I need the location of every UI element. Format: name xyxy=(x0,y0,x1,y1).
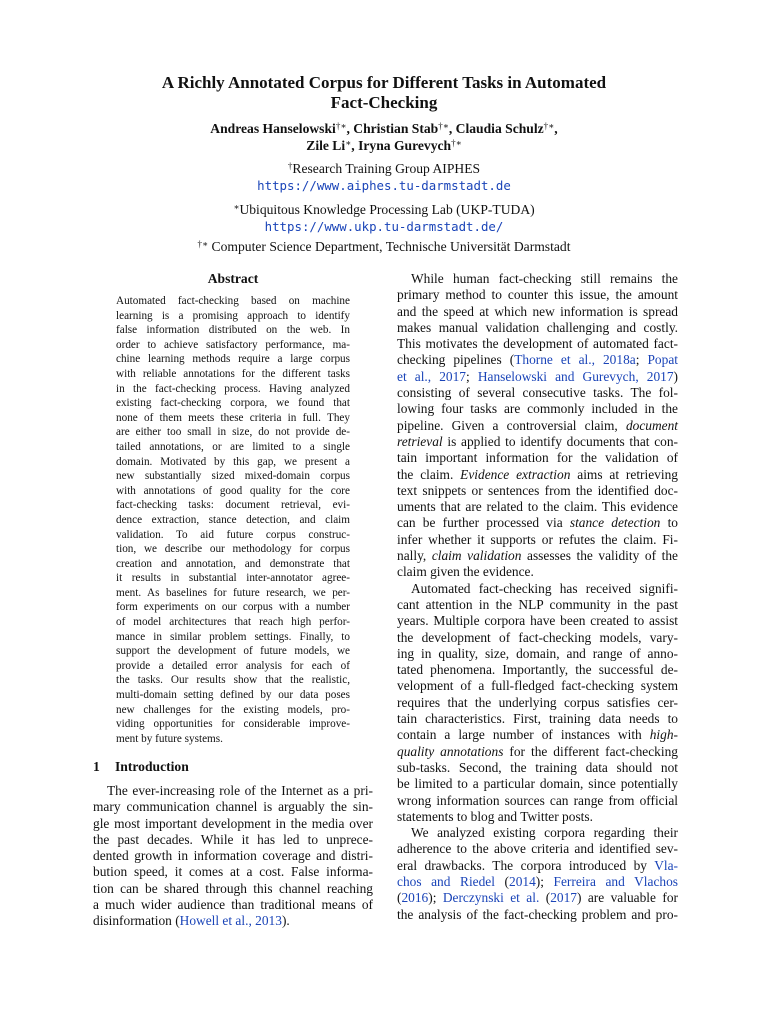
text-line: Automated fact-checking has received signifi- xyxy=(411,580,678,596)
text-fragment: aims at retrieving xyxy=(570,466,678,482)
affiliation-url[interactable]: https://www.aiphes.tu-darmstadt.de xyxy=(257,178,511,193)
text-line: While human fact-checking still remains the xyxy=(411,271,678,286)
text-line: requires that the underlying corpus satisfies cer- xyxy=(397,694,678,710)
affiliation-aiphes xyxy=(100,160,668,195)
text-fragment: ; xyxy=(635,352,648,368)
text-line: the analysis of the fact-checking problem and pro- xyxy=(397,906,678,922)
abstract-line: new substantially sized mixed-domain corpus xyxy=(116,470,350,483)
abstract-line: mance in similar problem settings. Finally, to xyxy=(116,630,350,643)
text-line xyxy=(397,874,678,890)
text-line: primary method to counter this issue, the amount xyxy=(397,287,678,303)
text-line: cant attention in the NLP community in the past xyxy=(397,596,678,612)
text-line: lowing four tasks are commonly included in the xyxy=(397,401,678,417)
affiliation-tu-darmstadt xyxy=(100,238,668,255)
text-fragment: can be further processed via xyxy=(397,515,570,531)
emphasis: claim validation xyxy=(431,548,522,564)
text-fragment: the claim. xyxy=(397,466,461,482)
text-line: the past decades. While it has led to unprece- xyxy=(93,831,373,847)
affiliation-name: Ubiquitous Knowledge Processing Lab (UKP-TUDA) xyxy=(239,202,535,217)
text-line: tain important information for the validation of xyxy=(397,450,678,466)
citation-link[interactable]: Ferreira and Vlachos xyxy=(553,873,679,889)
citation-link[interactable]: et al., 2017 xyxy=(397,368,466,384)
text-fragment: checking pipelines ( xyxy=(397,352,515,368)
affiliation-name: Research Training Group AIPHES xyxy=(292,161,481,176)
author-name: Zile Li xyxy=(306,138,346,153)
text-line: The ever-increasing role of the Internet as a pri- xyxy=(107,783,373,798)
affiliation-name: Computer Science Department, Technische Universität Darmstadt xyxy=(211,239,571,254)
text-fragment: ( xyxy=(397,890,402,906)
abstract-line: tion, we describe our methodology for corpus xyxy=(116,543,350,556)
abstract-line: multi-domain setting defined by our data poses xyxy=(116,689,350,702)
text-line xyxy=(397,515,678,531)
abstract-line: Automated fact-checking based on machine xyxy=(116,295,350,307)
introduction-left-paragraph xyxy=(93,783,373,930)
section-heading-introduction xyxy=(93,758,189,775)
paragraph-corpora-requirements xyxy=(397,581,678,825)
text-line: makes manual validation challenging and costly. xyxy=(397,319,678,335)
text-line xyxy=(93,913,373,929)
text-line: mary communication channel is arguably the sin- xyxy=(93,799,373,815)
paragraph-existing-corpora xyxy=(397,825,678,923)
abstract-line: validation. To aid future corpus construc- xyxy=(116,528,350,541)
abstract-line: new challenges for the existing models, pro- xyxy=(116,703,350,716)
text-line: This motivates the development of automated fact- xyxy=(397,336,678,352)
text-line xyxy=(397,369,678,385)
text-line: tion can be shared through this channel reaching xyxy=(93,880,373,896)
text-line: years. Multiple corpora have been created to assist xyxy=(397,613,678,629)
abstract-line: none of them meets these criteria in full. They xyxy=(116,411,350,424)
emphasis: quality annotations xyxy=(397,743,504,759)
section-title: Introduction xyxy=(115,759,189,774)
text-fragment: eral drawbacks. The corpora introduced by xyxy=(397,857,655,873)
author-line: Zile Li∗, Iryna Gurevych†∗ xyxy=(306,138,462,153)
author-line: Andreas Hanselowski†∗, Christian Stab†∗, Claudia Schulz†∗, xyxy=(210,121,558,136)
text-line: velopment of a full-fledged fact-checking system xyxy=(397,678,678,694)
text-fragment: ); xyxy=(535,873,554,889)
abstract-line: viding opportunities for considerable improve- xyxy=(116,718,350,731)
text-line: wrong information sources can range from official xyxy=(397,792,678,808)
author-name: Iryna Gurevych xyxy=(358,138,452,153)
abstract-line: learning is a promising approach to identify xyxy=(116,309,350,322)
text-fragment: for the different fact-checking xyxy=(503,743,678,759)
author-affiliation-mark: ∗ xyxy=(345,138,352,148)
text-line: gle most important development in the media over xyxy=(93,815,373,831)
abstract-line: it results in substantial inter-annotator agree- xyxy=(116,572,350,585)
emphasis: high- xyxy=(649,727,678,743)
abstract-line: form experiments on our corpus with a number xyxy=(116,601,350,614)
text-line: tain characteristics. First, training data needs to xyxy=(397,711,678,727)
text-fragment: disinformation ( xyxy=(93,913,180,929)
text-line: bution speed, it comes at a cost. False informa- xyxy=(93,864,373,880)
text-line xyxy=(397,727,678,743)
text-line: We analyzed existing corpora regarding their xyxy=(411,825,678,841)
abstract-line: provide a detailed error analysis for each of xyxy=(116,659,350,672)
abstract-body xyxy=(116,294,350,746)
abstract-line: fact-checking tasks: document retrieval, evi- xyxy=(116,499,350,512)
abstract-line: support the development of future models, we xyxy=(116,645,350,658)
text-fragment: ( xyxy=(539,890,551,906)
emphasis: retrieval xyxy=(397,433,443,449)
text-fragment: to xyxy=(660,515,678,531)
text-line xyxy=(397,858,678,874)
text-line: statements to blog and Twitter posts. xyxy=(397,808,593,824)
text-fragment: pipeline. Given a controversial claim, xyxy=(397,417,626,433)
text-fragment: assesses the validity of the xyxy=(521,548,678,564)
abstract-heading: Abstract xyxy=(207,271,259,286)
abstract-line: the tasks. Our results show that the realistic, xyxy=(116,674,350,687)
affiliation-mark: † xyxy=(287,161,293,171)
text-line xyxy=(397,467,678,483)
text-fragment: ; xyxy=(466,368,478,384)
abstract-line: chine learning methods require a large corpus xyxy=(116,353,350,366)
abstract-line: of model architectures that reach high perfor- xyxy=(116,616,350,629)
affiliation-ukp xyxy=(100,201,668,236)
citation-link[interactable]: Popat xyxy=(647,352,678,368)
text-line: consisting of several consecutive tasks. The fol- xyxy=(397,385,678,401)
text-line: infer whether it supports or refutes the claim. Fi- xyxy=(397,531,678,547)
abstract-line: creation and annotation, and demonstrate that xyxy=(116,557,350,570)
section-number: 1 xyxy=(93,759,100,774)
emphasis: Evidence extraction xyxy=(460,466,571,482)
text-fragment: ( xyxy=(494,873,509,889)
paragraph-human-fact-checking xyxy=(397,271,678,581)
citation-link[interactable]: Thorne et al., 2018a xyxy=(514,352,636,368)
text-line xyxy=(397,548,678,564)
text-fragment: ) are valuable for xyxy=(576,890,678,906)
text-line: dented growth in information coverage and distri- xyxy=(93,848,373,864)
citation-link[interactable]: 2017 xyxy=(550,890,577,906)
paper-title xyxy=(100,73,668,113)
author-affiliation-mark: †∗ xyxy=(451,138,462,148)
author-list xyxy=(100,120,668,154)
abstract-line: existing fact-checking corpora, we found that xyxy=(116,397,350,410)
text-line xyxy=(397,418,678,434)
text-line: and the speed at which new information is spread xyxy=(397,303,678,319)
introduction-right-column xyxy=(397,271,678,923)
emphasis: document xyxy=(625,417,678,433)
text-fragment: contain a large number of instances with xyxy=(397,727,650,743)
author-name: Andreas Hanselowski xyxy=(210,121,336,136)
abstract-line: ment. As baselines for future research, we per- xyxy=(116,586,350,599)
affiliation-mark: †∗ xyxy=(197,239,209,249)
abstract-line: with annotations of good quality for the core xyxy=(116,484,350,497)
citation-link[interactable]: chos and Riedel xyxy=(397,873,495,889)
text-fragment: ); xyxy=(428,890,443,906)
text-line: the development of fact-checking models, vary- xyxy=(397,629,678,645)
abstract-line: tailed annotations, or are limited to a single xyxy=(116,440,350,453)
author-name: Claudia Schulz xyxy=(455,121,544,136)
author-name: Christian Stab xyxy=(353,121,439,136)
affiliation-mark: ∗ xyxy=(233,202,240,212)
text-line: claim given the evidence. xyxy=(397,564,534,580)
text-line: sub-tasks. Second, the training data should not xyxy=(397,759,678,775)
citation-link[interactable]: Hanselowski and Gurevych, 2017 xyxy=(477,368,674,384)
abstract-line: ment by future systems. xyxy=(116,732,223,745)
citation-link[interactable]: Vla- xyxy=(654,857,678,873)
text-fragment: ) xyxy=(673,368,679,384)
abstract-line: in the fact-checking process. Having analyzed xyxy=(116,382,350,395)
text-fragment: is applied to identify documents that con- xyxy=(442,433,678,449)
abstract-line: dence extraction, stance detection, and claim xyxy=(116,513,350,526)
abstract-line: with reliable annotations for the different tasks xyxy=(116,367,350,380)
text-line: tated phenomena. Importantly, the successful de- xyxy=(397,662,678,678)
text-line: text snippets or sentences from the identified doc- xyxy=(397,482,678,498)
citation-link[interactable]: Derczynski et al. xyxy=(442,890,540,906)
citation-link[interactable]: Howell et al., 2013 xyxy=(179,913,282,929)
affiliation-url[interactable]: https://www.ukp.tu-darmstadt.de/ xyxy=(264,219,504,234)
text-line: a much wider audience than traditional means of xyxy=(93,897,373,913)
author-affiliation-mark: †∗ xyxy=(438,121,449,131)
text-line xyxy=(397,434,678,450)
abstract-line: domain. Motivated by this gap, we present a xyxy=(116,455,350,468)
citation-link[interactable]: 2014 xyxy=(509,873,536,889)
title-line: Fact-Checking xyxy=(330,93,438,112)
text-line: uments that are related to the claim. This evidence xyxy=(397,499,678,515)
abstract-line: false information distributed on the web. In xyxy=(116,324,350,337)
text-line: adherence to the above criteria and identified sev- xyxy=(397,841,678,857)
abstract-line: order to achieve satisfactory performance, ma- xyxy=(116,338,350,351)
text-line: ing in quality, size, domain, and range of anno- xyxy=(397,645,678,661)
author-affiliation-mark: †∗ xyxy=(335,121,347,131)
emphasis: stance detection xyxy=(569,515,661,531)
abstract-line: are either too small in size, do not provide de- xyxy=(116,426,350,439)
citation-link[interactable]: 2016 xyxy=(401,890,429,906)
author-affiliation-mark: †∗ xyxy=(543,121,555,131)
text-line xyxy=(397,744,678,760)
text-fragment: nally, xyxy=(397,548,432,564)
text-fragment: ). xyxy=(281,913,290,929)
text-line xyxy=(397,890,678,906)
text-line: be limited to a particular domain, since potentially xyxy=(397,776,678,792)
title-line: A Richly Annotated Corpus for Different Tasks in Automated xyxy=(161,73,607,92)
text-line xyxy=(397,352,678,368)
